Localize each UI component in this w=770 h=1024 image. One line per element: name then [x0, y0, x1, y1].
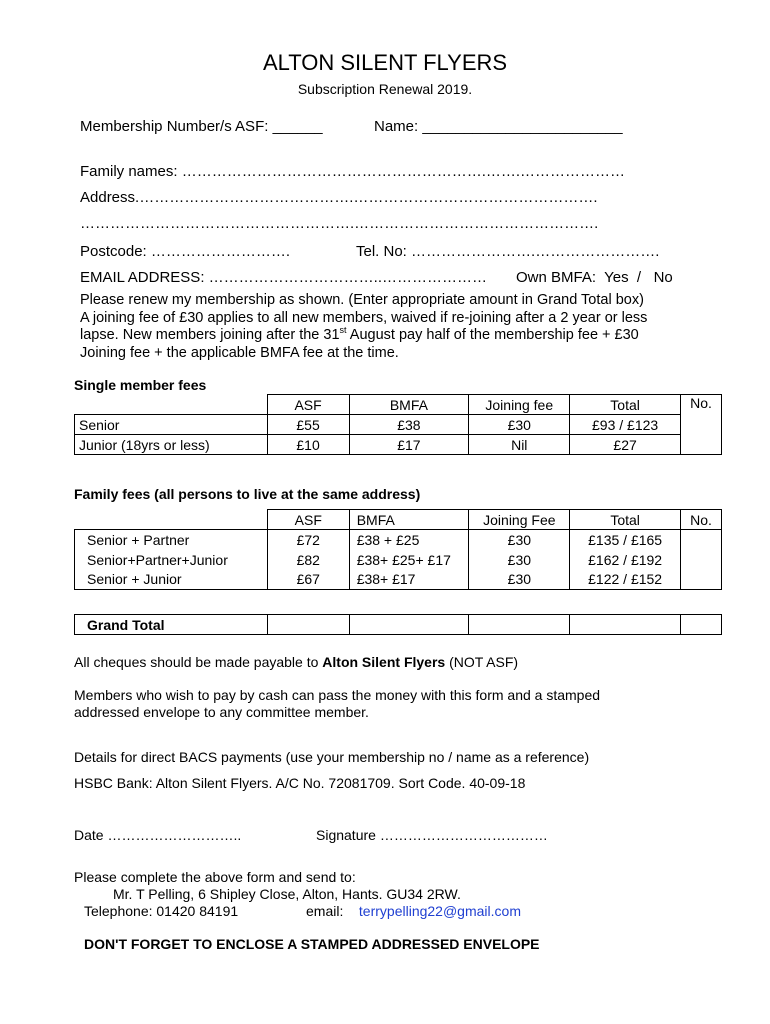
email-link[interactable]: terrypelling22@gmail.com	[358, 903, 521, 919]
address-line-2[interactable]: ……………………………………………….………………………………………….	[80, 215, 599, 232]
instructions-paragraph	[80, 292, 647, 362]
signature-label: Signature	[316, 827, 376, 843]
column-header: BMFA	[349, 510, 469, 530]
grand-total-table	[74, 614, 722, 635]
family-fees-table	[74, 509, 722, 590]
single-fees-table	[74, 394, 722, 455]
date-field[interactable]: ………………………..	[107, 827, 242, 843]
table-cell: £30	[469, 570, 570, 590]
bank-details: HSBC Bank: Alton Silent Flyers. A/C No. 72081709. Sort Code. 40-09-18	[74, 775, 526, 791]
cash-line-1: Members who wish to pay by cash can pass the money with this form and a stamped	[74, 687, 601, 703]
table-row	[75, 435, 722, 455]
email-field[interactable]: ……………………………..…………………	[208, 269, 487, 286]
name-label: Name:	[374, 118, 419, 135]
address-field[interactable]: …………………………………….………………………………………….	[139, 189, 598, 206]
table-cell: £30	[469, 415, 570, 435]
grand-total-label: Grand Total	[87, 616, 165, 633]
name-field[interactable]: ________________________	[422, 118, 623, 135]
own-bmfa-row	[516, 269, 673, 286]
tel-row	[356, 243, 659, 260]
own-bmfa-options[interactable]: Yes / No	[604, 269, 673, 286]
postal-address: Mr. T Pelling, 6 Shipley Close, Alton, Hants. GU34 2RW.	[113, 886, 461, 902]
signature-field[interactable]: ………………………………	[379, 827, 548, 843]
column-header: Total	[570, 510, 681, 530]
grand-total-row	[75, 615, 722, 635]
date-row	[74, 827, 241, 843]
column-header: No.	[690, 395, 712, 411]
table-row	[75, 570, 722, 590]
instructions-line-4: Joining fee + the applicable BMFA fee at the time.	[80, 344, 399, 361]
postcode-field[interactable]: ……………………….	[150, 243, 291, 260]
row-label: Senior	[75, 415, 268, 435]
table-cell: £27	[570, 435, 681, 455]
grand-total-cell[interactable]	[349, 615, 469, 635]
table-row	[75, 415, 722, 435]
table-cell: £72	[267, 530, 349, 550]
membership-number-field[interactable]: ______	[272, 118, 323, 135]
telephone: Telephone: 01420 84191	[84, 903, 239, 919]
instructions-line-1: Please renew my membership as shown. (Enter appropriate amount in Grand Total box)	[80, 292, 644, 308]
cash-line-2: addressed envelope to any committee member.	[74, 704, 369, 720]
table-row	[75, 530, 722, 550]
table-cell: £93 / £123	[570, 415, 681, 435]
cheques-line	[74, 654, 518, 670]
table-header-row	[75, 510, 722, 530]
name-row	[374, 118, 623, 135]
family-fees-heading: Family fees (all persons to live at the same address)	[74, 486, 421, 502]
email-contact-label: email:	[306, 903, 344, 919]
table-cell: Nil	[469, 435, 570, 455]
column-header: Joining fee	[469, 395, 570, 415]
table-cell: £38	[349, 415, 469, 435]
family-names-label: Family names:	[80, 163, 178, 180]
table-cell: £30	[469, 550, 570, 570]
tel-label: Tel. No:	[356, 243, 407, 260]
row-label: Senior + Partner	[75, 530, 268, 550]
ordinal-suffix: st	[339, 325, 347, 335]
tel-field[interactable]: …………………….…………………….	[411, 243, 660, 260]
instructions-line-2: A joining fee of £30 applies to all new members, waived if re-joining after a 2 year or less	[80, 309, 648, 326]
membership-number-row	[80, 118, 323, 135]
number-column[interactable]	[681, 395, 722, 455]
grand-total-cell[interactable]	[469, 615, 570, 635]
row-label: Junior (18yrs or less)	[75, 435, 268, 455]
bacs-details: Details for direct BACS payments (use your membership no / name as a reference)	[74, 749, 590, 765]
date-label: Date	[74, 827, 104, 843]
reminder-note: DON'T FORGET TO ENCLOSE A STAMPED ADDRESSED ENVELOPE	[84, 936, 540, 952]
column-header: No.	[680, 510, 721, 530]
table-header-row	[75, 395, 722, 415]
table-row	[75, 550, 722, 570]
table-cell: £38+ £17	[349, 570, 469, 590]
email-label: EMAIL ADDRESS:	[80, 269, 205, 286]
page-title: ALTON SILENT FLYERS	[262, 50, 508, 75]
table-cell-empty	[75, 510, 268, 530]
column-header: Total	[570, 395, 681, 415]
own-bmfa-label: Own BMFA:	[516, 269, 597, 286]
table-cell: £30	[469, 530, 570, 550]
grand-total-cell[interactable]	[681, 615, 722, 635]
payee-name: Alton Silent Flyers	[322, 654, 446, 670]
column-header: BMFA	[349, 395, 469, 415]
membership-number-label: Membership Number/s ASF:	[80, 118, 269, 135]
send-to-line: Please complete the above form and send to:	[74, 869, 356, 885]
table-cell: £135 / £165	[570, 530, 681, 550]
single-fees-heading: Single member fees	[74, 377, 207, 393]
table-cell: £38+ £25+ £17	[349, 550, 469, 570]
email-contact	[306, 903, 521, 919]
family-names-field[interactable]: …………………………………………………….…….…………………	[181, 163, 626, 180]
table-cell: £10	[267, 435, 349, 455]
column-header: Joining Fee	[469, 510, 570, 530]
table-cell-empty	[75, 395, 268, 415]
postcode-label: Postcode:	[80, 243, 147, 260]
email-row	[80, 269, 487, 286]
family-names-row	[80, 163, 625, 180]
grand-total-cell[interactable]	[570, 615, 681, 635]
signature-row	[316, 827, 548, 843]
column-header: ASF	[267, 510, 349, 530]
grand-total-cell[interactable]	[267, 615, 349, 635]
number-cell[interactable]	[680, 530, 721, 590]
table-cell: £162 / £192	[570, 550, 681, 570]
row-label: Senior+Partner+Junior	[75, 550, 268, 570]
table-cell: £67	[267, 570, 349, 590]
table-cell: £82	[267, 550, 349, 570]
cash-paragraph	[74, 687, 600, 721]
table-cell: £122 / £152	[570, 570, 681, 590]
address-row	[80, 189, 598, 206]
instructions-line-3	[80, 327, 647, 345]
table-cell: £17	[349, 435, 469, 455]
instructions-line-3-start: lapse. New members joining after the 31	[80, 327, 340, 343]
table-cell: £55	[267, 415, 349, 435]
row-label: Senior + Junior	[75, 570, 268, 590]
column-header: ASF	[267, 395, 349, 415]
cheques-text: All cheques should be made payable to	[74, 654, 323, 670]
postcode-row	[80, 243, 290, 260]
cheques-note: (NOT ASF)	[445, 654, 519, 670]
address-label: Address.	[80, 189, 140, 206]
page-subtitle: Subscription Renewal 2019.	[297, 81, 473, 97]
table-cell: £38 + £25	[349, 530, 469, 550]
instructions-line-3-end: August pay half of the membership fee + £30	[346, 327, 639, 343]
